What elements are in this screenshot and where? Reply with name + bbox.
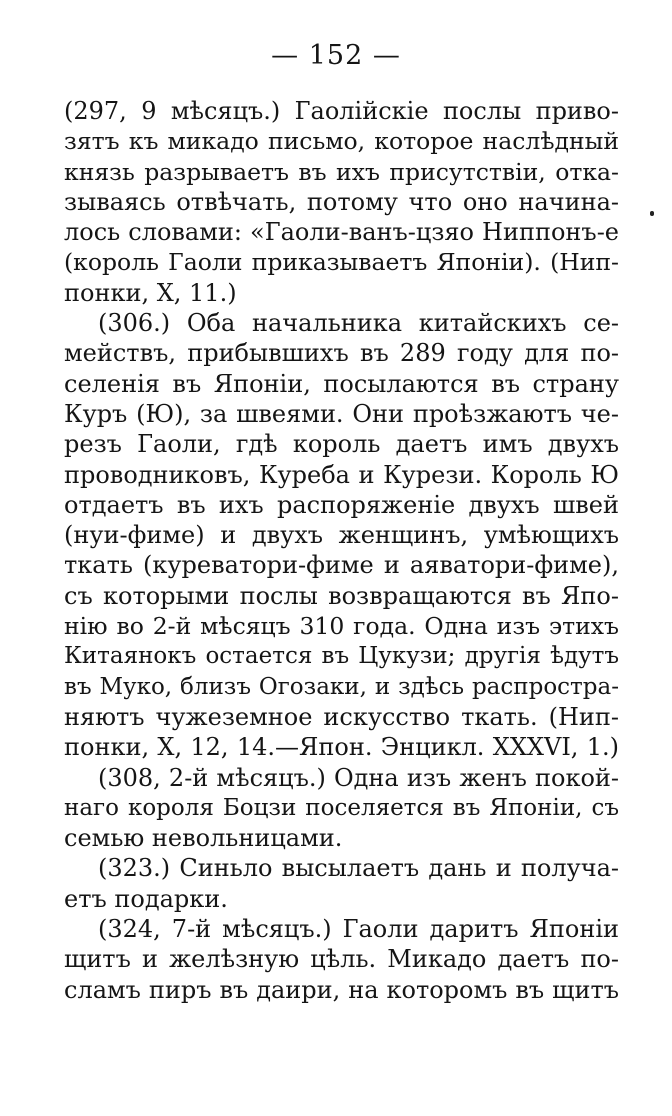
ink-speck: [650, 211, 654, 216]
text-line: (король Гаоли приказываетъ Японіи). (Нип-: [64, 248, 619, 277]
text-line: понки, X, 12, 14.—Япон. Энцикл. XXXVI, 1.): [64, 733, 619, 762]
text-line: ткать (куреватори-фиме и аяватори-фиме),: [64, 551, 619, 580]
text-line: князь разрываетъ въ ихъ присутствіи, отка-: [64, 157, 619, 186]
text-line: отдаетъ въ ихъ распоряженіе двухъ швей: [64, 490, 619, 519]
text-line: наго короля Боцзи поселяется въ Японіи, съ: [64, 794, 619, 821]
text-line: резъ Гаоли, гдѣ король даетъ имъ двухъ: [64, 430, 619, 459]
text-line: щитъ и желѣзную цѣль. Микадо даетъ по-: [64, 945, 619, 974]
text-line: съ которыми послы возвращаются въ Япо-: [64, 581, 619, 610]
text-line: селенія въ Японіи, посылаются въ страну: [64, 369, 619, 398]
text-line: (нуи-фиме) и двухъ женщинъ, умѣющихъ: [64, 521, 619, 550]
text-line: етъ подарки.: [64, 884, 228, 913]
text-line: зятъ къ микадо письмо, которое наслѣдный: [64, 127, 619, 156]
text-line: мействъ, прибывшихъ въ 289 году для по-: [64, 339, 619, 368]
text-block: [64, 96, 619, 1005]
text-line: семью невольницами.: [64, 824, 343, 853]
text-line: (324, 7-й мѣсяцъ.) Гаоли даритъ Японіи: [98, 915, 619, 944]
text-line: (308, 2-й мѣсяцъ.) Одна изъ женъ покой-: [98, 763, 619, 792]
text-line: Куръ (Ю), за швеями. Они проѣзжаютъ че-: [64, 399, 619, 428]
text-line: зываясь отвѣчать, потому что оно начина-: [64, 187, 619, 216]
text-line: (323.) Синьло высылаетъ дань и получа-: [98, 854, 619, 883]
text-line: няютъ чужеземное искусство ткать. (Нип-: [64, 702, 619, 731]
text-line: Китаянокъ остается въ Цукузи; другія ѣдутъ: [64, 643, 619, 670]
text-line: въ Муко, близъ Огозаки, и здѣсь распростра-: [64, 673, 619, 700]
text-line: нію во 2-й мѣсяцъ 310 года. Одна изъ этихъ: [64, 612, 619, 641]
text-line: (297, 9 мѣсяцъ.) Гаолійскіе послы приво-: [64, 97, 619, 125]
page-number-header: — 152 —: [271, 40, 401, 71]
text-line: проводниковъ, Куреба и Курези. Король Ю: [64, 460, 619, 489]
text-line: сламъ пиръ въ даири, на которомъ въ щитъ: [64, 975, 619, 1004]
text-line: лось словами: «Гаоли-ванъ-цзяо Ниппонъ-е: [64, 218, 619, 247]
text-line: (306.) Оба начальника китайскихъ се-: [98, 309, 619, 338]
text-line: понки, X, 11.): [64, 278, 237, 307]
